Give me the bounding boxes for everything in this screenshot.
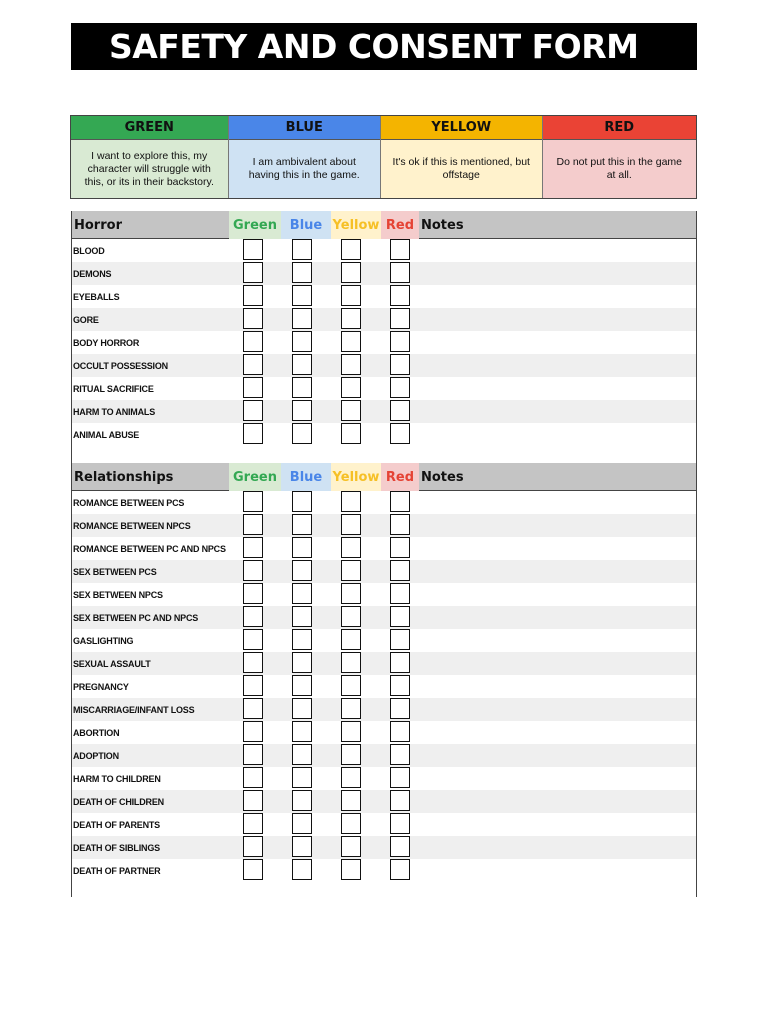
red-checkbox[interactable] [390,239,410,260]
yellow-checkbox[interactable] [341,652,361,673]
green-checkbox[interactable] [243,629,263,650]
blue-checkbox[interactable] [292,377,312,398]
red-checkbox[interactable] [390,698,410,719]
section-relationships [71,463,697,882]
topic-label: SEXUAL ASSAULT [73,658,151,669]
blue-checkbox[interactable] [292,262,312,283]
legend-green-description: I want to explore this, my character will struggle with this, or its in their backstory. [71,140,228,198]
blue-checkbox[interactable] [292,491,312,512]
column-header-green: Green [229,463,281,491]
green-checkbox[interactable] [243,239,263,260]
green-checkbox[interactable] [243,514,263,535]
consent-row [71,423,697,446]
consent-row [71,629,697,652]
consent-row [71,262,697,285]
green-checkbox[interactable] [243,790,263,811]
topic-label: EYEBALLS [73,291,120,302]
topic-label: ANIMAL ABUSE [73,429,140,440]
consent-row [71,514,697,537]
blue-checkbox[interactable] [292,859,312,880]
green-checkbox[interactable] [243,262,263,283]
topic-label: GORE [73,314,99,325]
yellow-checkbox[interactable] [341,836,361,857]
yellow-checkbox[interactable] [341,675,361,696]
green-checkbox[interactable] [243,377,263,398]
blue-checkbox[interactable] [292,767,312,788]
legend-green [71,116,229,198]
topic-label: SEX BETWEEN NPCS [73,589,163,600]
red-checkbox[interactable] [390,583,410,604]
blue-checkbox[interactable] [292,354,312,375]
green-checkbox[interactable] [243,423,263,444]
red-checkbox[interactable] [390,285,410,306]
yellow-checkbox[interactable] [341,606,361,627]
legend-yellow-description: It's ok if this is mentioned, but offstage [381,140,541,198]
topic-label: GASLIGHTING [73,635,134,646]
yellow-checkbox[interactable] [341,354,361,375]
yellow-checkbox[interactable] [341,308,361,329]
legend-blue [229,116,382,198]
consent-row [71,790,697,813]
red-checkbox[interactable] [390,560,410,581]
consent-row [71,767,697,790]
yellow-checkbox[interactable] [341,491,361,512]
topic-label: BLOOD [73,245,105,256]
yellow-checkbox[interactable] [341,698,361,719]
consent-row [71,308,697,331]
yellow-checkbox[interactable] [341,721,361,742]
red-checkbox[interactable] [390,675,410,696]
consent-row [71,239,697,262]
legend-red-description: Do not put this in the game at all. [543,140,697,198]
yellow-checkbox[interactable] [341,514,361,535]
green-checkbox[interactable] [243,606,263,627]
red-checkbox[interactable] [390,514,410,535]
consent-row [71,721,697,744]
column-header-green: Green [229,211,281,239]
topic-label: OCCULT POSSESSION [73,360,168,371]
consent-row [71,652,697,675]
topic-label: DEATH OF CHILDREN [73,796,164,807]
red-checkbox[interactable] [390,606,410,627]
consent-row [71,560,697,583]
green-checkbox[interactable] [243,537,263,558]
yellow-checkbox[interactable] [341,859,361,880]
green-checkbox[interactable] [243,491,263,512]
topic-label: PREGNANCY [73,681,129,692]
blue-checkbox[interactable] [292,308,312,329]
section-title: Horror [74,217,122,233]
yellow-checkbox[interactable] [341,790,361,811]
red-checkbox[interactable] [390,629,410,650]
table-left-border [71,211,72,897]
column-header-yellow: Yellow [331,211,381,239]
blue-checkbox[interactable] [292,744,312,765]
green-checkbox[interactable] [243,560,263,581]
red-checkbox[interactable] [390,331,410,352]
blue-checkbox[interactable] [292,652,312,673]
section-title: Relationships [74,469,174,485]
blue-checkbox[interactable] [292,400,312,421]
column-header-notes: Notes [421,217,464,233]
consent-row [71,400,697,423]
yellow-checkbox[interactable] [341,423,361,444]
topic-label: HARM TO CHILDREN [73,773,161,784]
legend-red-label: RED [543,116,697,140]
red-checkbox[interactable] [390,354,410,375]
topic-label: ADOPTION [73,750,119,761]
blue-checkbox[interactable] [292,285,312,306]
column-header-blue: Blue [281,463,331,491]
yellow-checkbox[interactable] [341,400,361,421]
consent-row [71,698,697,721]
blue-checkbox[interactable] [292,239,312,260]
topic-label: ROMANCE BETWEEN NPCS [73,520,191,531]
blue-checkbox[interactable] [292,836,312,857]
yellow-checkbox[interactable] [341,767,361,788]
yellow-checkbox[interactable] [341,583,361,604]
green-checkbox[interactable] [243,285,263,306]
yellow-checkbox[interactable] [341,744,361,765]
consent-row [71,813,697,836]
consent-row [71,675,697,698]
topic-label: HARM TO ANIMALS [73,406,155,417]
legend-red [543,116,697,198]
legend-blue-label: BLUE [229,116,381,140]
red-checkbox[interactable] [390,859,410,880]
red-checkbox[interactable] [390,491,410,512]
consent-row [71,859,697,882]
consent-row [71,583,697,606]
blue-checkbox[interactable] [292,583,312,604]
blue-checkbox[interactable] [292,721,312,742]
consent-row [71,606,697,629]
consent-row [71,744,697,767]
topic-label: ROMANCE BETWEEN PCS [73,497,185,508]
yellow-checkbox[interactable] [341,813,361,834]
section-horror [71,211,697,446]
blue-checkbox[interactable] [292,423,312,444]
red-checkbox[interactable] [390,652,410,673]
green-checkbox[interactable] [243,836,263,857]
consent-row [71,836,697,859]
blue-checkbox[interactable] [292,698,312,719]
column-header-yellow: Yellow [331,463,381,491]
yellow-checkbox[interactable] [341,537,361,558]
green-checkbox[interactable] [243,675,263,696]
red-checkbox[interactable] [390,744,410,765]
green-checkbox[interactable] [243,859,263,880]
green-checkbox[interactable] [243,698,263,719]
yellow-checkbox[interactable] [341,629,361,650]
green-checkbox[interactable] [243,813,263,834]
yellow-checkbox[interactable] [341,560,361,581]
green-checkbox[interactable] [243,331,263,352]
topic-label: RITUAL SACRIFICE [73,383,154,394]
red-checkbox[interactable] [390,400,410,421]
legend-blue-description: I am ambivalent about having this in the game. [229,140,381,198]
green-checkbox[interactable] [243,744,263,765]
consent-row [71,285,697,308]
green-checkbox[interactable] [243,583,263,604]
column-header-red: Red [381,211,419,239]
red-checkbox[interactable] [390,262,410,283]
green-checkbox[interactable] [243,721,263,742]
blue-checkbox[interactable] [292,813,312,834]
legend-green-label: GREEN [71,116,228,140]
blue-checkbox[interactable] [292,675,312,696]
topic-label: DEATH OF PARTNER [73,865,161,876]
red-checkbox[interactable] [390,767,410,788]
yellow-checkbox[interactable] [341,239,361,260]
red-checkbox[interactable] [390,721,410,742]
blue-checkbox[interactable] [292,560,312,581]
green-checkbox[interactable] [243,400,263,421]
blue-checkbox[interactable] [292,514,312,535]
column-header-blue: Blue [281,211,331,239]
topic-label: SEX BETWEEN PCS [73,566,157,577]
column-header-notes: Notes [421,469,464,485]
green-checkbox[interactable] [243,308,263,329]
consent-row [71,537,697,560]
yellow-checkbox[interactable] [341,262,361,283]
red-checkbox[interactable] [390,790,410,811]
blue-checkbox[interactable] [292,537,312,558]
consent-row [71,491,697,514]
green-checkbox[interactable] [243,652,263,673]
consent-row [71,354,697,377]
section-header [71,463,697,491]
green-checkbox[interactable] [243,767,263,788]
section-header [71,211,697,239]
blue-checkbox[interactable] [292,790,312,811]
topic-label: ABORTION [73,727,120,738]
consent-row [71,331,697,354]
legend-yellow-label: YELLOW [381,116,541,140]
topic-label: DEATH OF SIBLINGS [73,842,160,853]
blue-checkbox[interactable] [292,629,312,650]
red-checkbox[interactable] [390,813,410,834]
table-right-border [696,211,697,897]
red-checkbox[interactable] [390,836,410,857]
green-checkbox[interactable] [243,354,263,375]
red-checkbox[interactable] [390,423,410,444]
page-title: SAFETY AND CONSENT FORM [109,27,639,66]
topic-label: ROMANCE BETWEEN PC AND NPCS [73,543,226,554]
yellow-checkbox[interactable] [341,331,361,352]
topic-label: MISCARRIAGE/INFANT LOSS [73,704,195,715]
topic-label: DEMONS [73,268,112,279]
red-checkbox[interactable] [390,377,410,398]
topic-label: BODY HORROR [73,337,140,348]
title-bar [71,23,697,70]
red-checkbox[interactable] [390,308,410,329]
column-header-red: Red [381,463,419,491]
blue-checkbox[interactable] [292,331,312,352]
red-checkbox[interactable] [390,537,410,558]
legend-yellow [381,116,542,198]
topic-label: DEATH OF PARENTS [73,819,160,830]
blue-checkbox[interactable] [292,606,312,627]
yellow-checkbox[interactable] [341,377,361,398]
topic-label: SEX BETWEEN PC AND NPCS [73,612,199,623]
yellow-checkbox[interactable] [341,285,361,306]
consent-row [71,377,697,400]
color-legend [70,115,697,199]
